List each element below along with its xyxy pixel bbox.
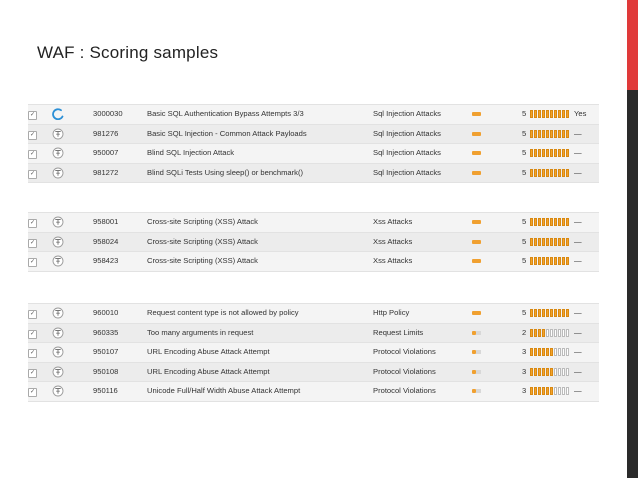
score-meter-segment xyxy=(550,368,553,376)
score-meter-segment xyxy=(538,368,541,376)
score-meter-segment xyxy=(554,110,557,118)
score-meter-segment xyxy=(566,348,569,356)
score-meter-segment xyxy=(562,348,565,356)
score-meter-segment xyxy=(554,149,557,157)
rule-blocked-status: — xyxy=(574,167,582,177)
rule-id: 950107 xyxy=(93,347,119,356)
score-meter-segment xyxy=(562,329,565,337)
score-meter-segment xyxy=(562,309,565,317)
score-meter-segment xyxy=(550,238,553,246)
score-meter-segment xyxy=(546,149,549,157)
rule-category: Sql Injection Attacks xyxy=(373,128,441,138)
score-meter-segment xyxy=(554,257,557,265)
score-meter-segment xyxy=(530,149,533,157)
severity-indicator xyxy=(472,311,481,315)
severity-indicator xyxy=(472,132,481,136)
score-meter-segment xyxy=(538,130,541,138)
score-meter-segment xyxy=(530,348,533,356)
rule-name: Basic SQL Authentication Bypass Attempts 3/3 xyxy=(147,109,304,118)
score-meter-segment xyxy=(542,348,545,356)
score-meter-segment xyxy=(550,130,553,138)
score-meter-segment xyxy=(542,218,545,226)
score-meter-segment xyxy=(554,218,557,226)
rule-icon xyxy=(52,255,64,267)
score-meter-segment xyxy=(542,130,545,138)
score-meter-segment xyxy=(550,110,553,118)
score-meter-segment xyxy=(538,110,541,118)
rule-id: 950007 xyxy=(93,148,119,157)
score-meter-segment xyxy=(534,169,537,177)
rule-enabled-checkbox[interactable]: ✓ xyxy=(29,350,36,356)
rule-id: 981276 xyxy=(93,128,119,138)
rules-group-protocol xyxy=(28,303,599,402)
score-meter-segment xyxy=(530,238,533,246)
score-meter-segment xyxy=(566,149,569,157)
score-meter-segment xyxy=(538,309,541,317)
score-meter-segment xyxy=(538,348,541,356)
slide-title: WAF : Scoring samples xyxy=(37,43,219,62)
score-meter-segment xyxy=(550,218,553,226)
rule-icon xyxy=(52,307,64,319)
score-meter xyxy=(530,348,570,356)
rule-category: Sql Injection Attacks xyxy=(373,109,441,118)
rule-category: Xss Attacks xyxy=(373,236,413,246)
score-meter-segment xyxy=(558,309,561,317)
rule-blocked-status: — xyxy=(574,128,582,138)
rule-category: Protocol Violations xyxy=(373,366,436,376)
score-meter-segment xyxy=(562,368,565,376)
severity-indicator xyxy=(472,240,481,244)
severity-indicator xyxy=(472,112,481,116)
score-meter-segment xyxy=(562,149,565,157)
rule-enabled-checkbox[interactable]: ✓ xyxy=(29,259,36,265)
rule-score: 5 xyxy=(522,256,527,265)
score-meter-segment xyxy=(550,309,553,317)
score-meter-segment xyxy=(546,368,549,376)
rule-row[interactable] xyxy=(28,363,599,383)
rule-enabled-checkbox[interactable]: ✓ xyxy=(29,131,36,138)
score-meter-segment xyxy=(530,257,533,265)
score-meter-segment xyxy=(558,257,561,265)
score-meter-segment xyxy=(554,387,557,395)
score-meter-segment xyxy=(562,387,565,395)
score-meter-segment xyxy=(530,110,533,118)
rule-category: Xss Attacks xyxy=(373,217,413,226)
rule-row[interactable] xyxy=(28,213,599,233)
severity-indicator-rest xyxy=(476,389,481,393)
score-meter-segment xyxy=(530,130,533,138)
rule-row[interactable] xyxy=(28,382,599,402)
rule-enabled-checkbox[interactable]: ✓ xyxy=(29,220,36,226)
score-meter-segment xyxy=(550,348,553,356)
rules-group-xss xyxy=(28,212,599,272)
score-meter-segment xyxy=(546,309,549,317)
rule-id: 981272 xyxy=(93,167,119,177)
rule-score: 5 xyxy=(522,236,527,246)
rule-enabled-checkbox[interactable]: ✓ xyxy=(29,170,36,177)
score-meter-segment xyxy=(566,329,569,337)
score-meter-segment xyxy=(554,368,557,376)
score-meter-segment xyxy=(534,387,537,395)
rule-name: Blind SQL Injection Attack xyxy=(147,148,235,157)
rule-id: 958423 xyxy=(93,256,119,265)
severity-indicator xyxy=(472,151,481,155)
score-meter-segment xyxy=(562,257,565,265)
rule-score: 5 xyxy=(522,148,527,157)
rule-id: 950116 xyxy=(93,386,118,395)
score-meter-segment xyxy=(566,257,569,265)
score-meter-segment xyxy=(558,348,561,356)
score-meter-segment xyxy=(566,238,569,246)
score-meter-segment xyxy=(534,130,537,138)
score-meter-segment xyxy=(550,387,553,395)
rule-row[interactable] xyxy=(28,252,599,272)
rule-enabled-checkbox[interactable]: ✓ xyxy=(29,311,36,317)
score-meter-segment xyxy=(550,257,553,265)
score-meter xyxy=(530,329,570,337)
rule-name: Unicode Full/Half Width Abuse Attack Attempt xyxy=(147,386,301,395)
rule-enabled-checkbox[interactable]: ✓ xyxy=(29,151,36,157)
score-meter-segment xyxy=(538,169,541,177)
rule-icon xyxy=(52,346,64,358)
rule-id: 958024 xyxy=(93,236,119,246)
score-meter-segment xyxy=(538,257,541,265)
rule-score: 3 xyxy=(522,366,527,376)
score-meter-segment xyxy=(566,110,569,118)
rule-blocked-status: — xyxy=(574,148,582,157)
score-meter-segment xyxy=(534,110,537,118)
rule-row[interactable] xyxy=(28,105,599,125)
score-meter-segment xyxy=(546,329,549,337)
rule-row[interactable] xyxy=(28,164,599,184)
score-meter-segment xyxy=(542,257,545,265)
score-meter xyxy=(530,387,570,395)
score-meter-segment xyxy=(538,329,541,337)
rule-blocked-status: — xyxy=(574,256,582,265)
score-meter-segment xyxy=(554,238,557,246)
score-meter-segment xyxy=(554,309,557,317)
score-meter-segment xyxy=(558,218,561,226)
score-meter-segment xyxy=(554,348,557,356)
rule-score: 5 xyxy=(522,217,527,226)
rule-row[interactable] xyxy=(28,343,599,363)
score-meter-segment xyxy=(534,368,537,376)
score-meter-segment xyxy=(562,110,565,118)
rule-name: URL Encoding Abuse Attack Attempt xyxy=(147,366,270,376)
rule-icon xyxy=(52,366,64,378)
score-meter-segment xyxy=(530,329,533,337)
rule-name: Cross-site Scripting (XSS) Attack xyxy=(147,217,258,226)
score-meter-segment xyxy=(534,348,537,356)
rule-id: 960010 xyxy=(93,308,119,317)
rule-name: URL Encoding Abuse Attack Attempt xyxy=(147,347,270,356)
score-meter-segment xyxy=(542,329,545,337)
score-meter-segment xyxy=(550,149,553,157)
severity-indicator-rest xyxy=(476,331,481,335)
score-meter-segment xyxy=(566,309,569,317)
score-meter-segment xyxy=(542,238,545,246)
score-meter xyxy=(530,238,570,246)
score-meter-segment xyxy=(534,238,537,246)
rule-blocked-status: Yes xyxy=(574,109,587,118)
rule-icon xyxy=(52,128,64,140)
score-meter-segment xyxy=(566,130,569,138)
score-meter xyxy=(530,110,570,118)
rule-enabled-checkbox[interactable]: ✓ xyxy=(29,369,36,376)
rule-enabled-checkbox[interactable]: ✓ xyxy=(29,112,36,118)
rule-category: Xss Attacks xyxy=(373,256,413,265)
rule-enabled-checkbox[interactable]: ✓ xyxy=(29,389,36,395)
rule-category: Http Policy xyxy=(373,308,410,317)
score-meter-segment xyxy=(530,387,533,395)
score-meter-segment xyxy=(538,387,541,395)
score-meter xyxy=(530,368,570,376)
rule-icon xyxy=(52,385,64,397)
rule-row[interactable] xyxy=(28,125,599,145)
score-meter xyxy=(530,149,570,157)
rule-name: Too many arguments in request xyxy=(147,327,254,337)
score-meter-segment xyxy=(530,218,533,226)
rule-blocked-status: — xyxy=(574,236,582,246)
slide-accent-bar xyxy=(627,0,638,478)
rule-name: Blind SQLi Tests Using sleep() or benchmark() xyxy=(147,167,304,177)
severity-indicator xyxy=(472,171,481,175)
rule-id: 950108 xyxy=(93,366,119,376)
score-meter xyxy=(530,169,570,177)
score-meter-segment xyxy=(554,329,557,337)
rule-enabled-checkbox[interactable]: ✓ xyxy=(29,239,36,246)
score-meter-segment xyxy=(530,309,533,317)
score-meter-segment xyxy=(546,169,549,177)
score-meter xyxy=(530,130,570,138)
rule-category: Sql Injection Attacks xyxy=(373,167,441,177)
score-meter-segment xyxy=(554,130,557,138)
rule-score: 5 xyxy=(522,128,527,138)
score-meter-segment xyxy=(554,169,557,177)
score-meter-segment xyxy=(566,169,569,177)
score-meter-segment xyxy=(546,130,549,138)
score-meter-segment xyxy=(558,368,561,376)
severity-indicator xyxy=(472,220,481,224)
score-meter-segment xyxy=(562,169,565,177)
score-meter-segment xyxy=(562,130,565,138)
rule-score: 5 xyxy=(522,308,527,317)
rule-icon xyxy=(52,236,64,248)
rule-score: 3 xyxy=(522,386,527,395)
severity-indicator-rest xyxy=(476,370,481,374)
score-meter-segment xyxy=(558,238,561,246)
score-meter-segment xyxy=(538,218,541,226)
score-meter-segment xyxy=(538,238,541,246)
score-meter-segment xyxy=(558,387,561,395)
score-meter xyxy=(530,218,570,226)
score-meter-segment xyxy=(534,149,537,157)
rule-blocked-status: — xyxy=(574,386,582,395)
score-meter-segment xyxy=(546,257,549,265)
rule-id: 958001 xyxy=(93,217,119,226)
score-meter-segment xyxy=(558,329,561,337)
score-meter-segment xyxy=(558,149,561,157)
rule-row[interactable] xyxy=(28,144,599,164)
score-meter-segment xyxy=(562,218,565,226)
score-meter-segment xyxy=(530,169,533,177)
score-meter-segment xyxy=(542,309,545,317)
score-meter-segment xyxy=(542,110,545,118)
score-meter-segment xyxy=(546,348,549,356)
score-meter-segment xyxy=(558,169,561,177)
rule-blocked-status: — xyxy=(574,347,582,356)
rule-id: 3000030 xyxy=(93,109,123,118)
score-meter-segment xyxy=(542,387,545,395)
rule-category: Protocol Violations xyxy=(373,347,436,356)
score-meter xyxy=(530,257,570,265)
rule-icon xyxy=(52,147,64,159)
rule-blocked-status: — xyxy=(574,327,582,337)
score-meter-segment xyxy=(538,149,541,157)
score-meter-segment xyxy=(546,110,549,118)
rule-name: Basic SQL Injection - Common Attack Payloads xyxy=(147,128,307,138)
slide-accent-bar-dark xyxy=(627,90,638,478)
rule-name: Request content type is not allowed by policy xyxy=(147,308,299,317)
rule-row[interactable] xyxy=(28,304,599,324)
rule-blocked-status: — xyxy=(574,217,582,226)
rule-row[interactable] xyxy=(28,233,599,253)
score-meter-segment xyxy=(534,309,537,317)
score-meter-segment xyxy=(562,238,565,246)
rule-blocked-status: — xyxy=(574,308,582,317)
rule-enabled-checkbox[interactable]: ✓ xyxy=(29,330,36,337)
rule-category: Request Limits xyxy=(373,327,424,337)
rule-score: 5 xyxy=(522,167,527,177)
score-meter-segment xyxy=(542,149,545,157)
score-meter-segment xyxy=(550,169,553,177)
rule-category: Sql Injection Attacks xyxy=(373,148,441,157)
score-meter-segment xyxy=(530,368,533,376)
score-meter-segment xyxy=(534,329,537,337)
rule-category: Protocol Violations xyxy=(373,386,436,395)
score-meter-segment xyxy=(566,368,569,376)
score-meter-segment xyxy=(558,110,561,118)
score-meter-segment xyxy=(546,238,549,246)
rule-score: 3 xyxy=(522,347,527,356)
rule-id: 960335 xyxy=(93,327,119,337)
rule-icon xyxy=(52,327,64,339)
rule-icon xyxy=(52,167,64,179)
score-meter xyxy=(530,309,570,317)
severity-indicator xyxy=(472,259,481,263)
score-meter-segment xyxy=(558,130,561,138)
rule-row[interactable] xyxy=(28,324,599,344)
rule-icon xyxy=(52,216,64,228)
score-meter-segment xyxy=(550,329,553,337)
severity-indicator-rest xyxy=(476,350,481,354)
score-meter-segment xyxy=(566,387,569,395)
score-meter-segment xyxy=(566,218,569,226)
rules-group-sql xyxy=(28,104,599,183)
score-meter-segment xyxy=(542,169,545,177)
score-meter-segment xyxy=(534,218,537,226)
score-meter-segment xyxy=(546,387,549,395)
rule-name: Cross-site Scripting (XSS) Attack xyxy=(147,256,258,265)
rule-score: 5 xyxy=(522,109,527,118)
score-meter-segment xyxy=(534,257,537,265)
rule-blocked-status: — xyxy=(574,366,582,376)
score-meter-segment xyxy=(542,368,545,376)
rule-name: Cross-site Scripting (XSS) Attack xyxy=(147,236,258,246)
rule-score: 2 xyxy=(522,327,527,337)
loading-arc-icon xyxy=(52,108,64,120)
score-meter-segment xyxy=(546,218,549,226)
